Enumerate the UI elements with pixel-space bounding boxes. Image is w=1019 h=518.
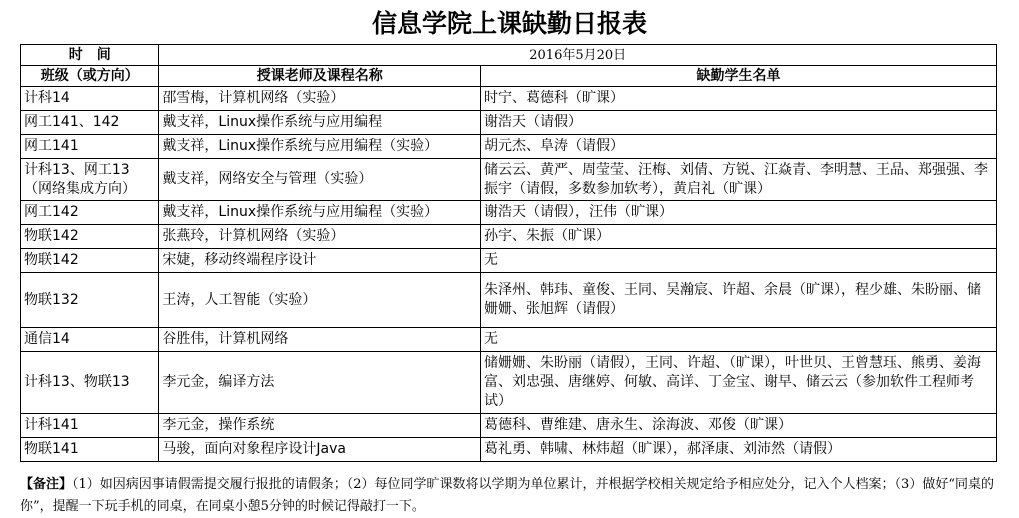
absent-students-cell: 储云云、黄严、周莹莹、汪梅、刘倩、方锐、江焱青、李明慧、王品、郑强强、李振宇（请假，多数参加软考），黄启礼（旷课）: [481, 159, 997, 201]
class-cell: 网工141、142: [21, 111, 159, 135]
course-cell: 戴支祥，Linux操作系统与应用编程（实验）: [159, 135, 481, 159]
absent-students-cell: 葛礼勇、韩啸、林炜超（旷课），郝泽康、刘沛然（请假）: [481, 438, 997, 462]
class-cell: 网工142: [21, 201, 159, 225]
report-title: 信息学院上课缺勤日报表: [371, 9, 647, 38]
course-cell: 邵雪梅，计算机网络（实验）: [159, 87, 481, 111]
absent-students-cell: 谢浩天（请假），汪伟（旷课）: [481, 201, 997, 225]
column-header-row: [21, 66, 997, 87]
note-text: （1）如因病因事请假需提交履行报批的请假条；（2）每位同学旷课数将以学期为单位累计，并根据学校相关规定给予相应处分，记入个人档案；（3）做好“同桌的你”，提醒一下玩手机的同桌，在同桌小憩5分钟的时候记得敲打一下。: [20, 477, 994, 514]
table-row: [21, 159, 997, 201]
note-label: 【备注】: [20, 477, 73, 492]
absence-report-table: [20, 44, 997, 462]
table-row: [21, 249, 997, 273]
class-cell: 计科13、网工13（网络集成方向）: [21, 159, 159, 201]
table-row: [21, 111, 997, 135]
class-cell: 通信14: [21, 328, 159, 352]
time-row: [21, 45, 997, 66]
course-cell: 张燕玲，计算机网络（实验）: [159, 225, 481, 249]
absent-students-cell: 时宁、葛德科（旷课）: [481, 87, 997, 111]
course-cell: 戴支祥，Linux操作系统与应用编程: [159, 111, 481, 135]
course-cell: 戴支祥，Linux操作系统与应用编程（实验）: [159, 201, 481, 225]
absent-students-cell: 谢浩天（请假）: [481, 111, 997, 135]
class-cell: 物联141: [21, 438, 159, 462]
absent-students-cell: 无: [481, 328, 997, 352]
table-row: [21, 352, 997, 414]
absent-students-cell: 无: [481, 249, 997, 273]
course-cell: 李元金，操作系统: [159, 414, 481, 438]
col-header-absent: 缺勤学生名单: [481, 66, 997, 87]
table-row: [21, 87, 997, 111]
course-cell: 宋婕，移动终端程序设计: [159, 249, 481, 273]
class-cell: 计科14: [21, 87, 159, 111]
course-cell: 戴支祥，网络安全与管理（实验）: [159, 159, 481, 201]
table-row: [21, 273, 997, 328]
class-cell: 网工141: [21, 135, 159, 159]
table-row: [21, 438, 997, 462]
absent-students-cell: 胡元杰、阜涛（请假）: [481, 135, 997, 159]
absent-students-cell: 葛德科、曹维建、唐永生、涂海波、邓俊（旷课）: [481, 414, 997, 438]
course-cell: 李元金，编译方法: [159, 352, 481, 414]
col-header-course: 授课老师及课程名称: [159, 66, 481, 87]
absent-students-cell: 朱泽州、韩玮、童俊、王同、吴瀚宸、许超、余晨（旷课），程少雄、朱盼丽、储姗姗、张旭辉（请假）: [481, 273, 997, 328]
report-date: 2016年5月20日: [159, 45, 997, 66]
table-row: [21, 414, 997, 438]
absent-students-cell: 孙宇、朱振（旷课）: [481, 225, 997, 249]
time-label: 时 间: [21, 45, 159, 66]
class-cell: 物联132: [21, 273, 159, 328]
table-row: [21, 135, 997, 159]
table-row: [21, 201, 997, 225]
course-cell: 马骏，面向对象程序设计Java: [159, 438, 481, 462]
class-cell: 物联142: [21, 249, 159, 273]
course-cell: 王涛，人工智能（实验）: [159, 273, 481, 328]
table-row: [21, 328, 997, 352]
col-header-class: 班级（或方向）: [21, 66, 159, 87]
remark-note: [20, 474, 1005, 518]
table-row: [21, 225, 997, 249]
class-cell: 计科141: [21, 414, 159, 438]
class-cell: 计科13、物联13: [21, 352, 159, 414]
absent-students-cell: 储姗姗、朱盼丽（请假），王同、许超、（旷课），叶世贝、王曾慧珏、熊勇、姜海富、刘忠强、唐继婷、何敏、高详、丁金宝、谢早、储云云（参加软件工程师考试）: [481, 352, 997, 414]
course-cell: 谷胜伟，计算机网络: [159, 328, 481, 352]
class-cell: 物联142: [21, 225, 159, 249]
